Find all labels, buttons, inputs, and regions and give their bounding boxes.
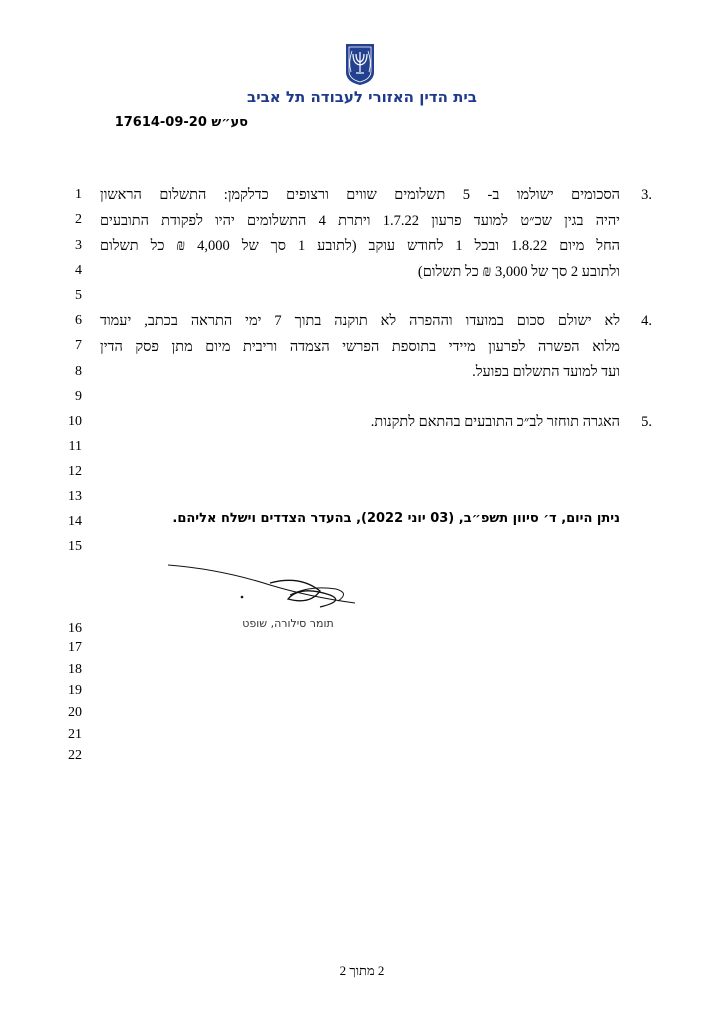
paragraph-line: האגרה תוחזר לב״כ התובעים בהתאם לתקנות. <box>370 414 620 430</box>
paragraph-line: הסכומים ישולמו ב- 5 תשלומים שווים ורצופים כדלקמן: התשלום הראשון <box>100 187 620 203</box>
line-number: 9 <box>75 389 82 404</box>
paragraph-line: מלוא הפשרה לפרעון מיידי בתוספת הפרשי הצמדה וריבית מיום מתן פסק הדין <box>100 338 620 355</box>
handwritten-signature <box>160 555 370 625</box>
line-number: 5 <box>75 288 82 303</box>
line-number: 16 <box>68 621 82 636</box>
paragraph-5 <box>100 410 652 436</box>
line-number: 4 <box>75 263 82 278</box>
line-number: 8 <box>75 364 82 379</box>
line-number: 3 <box>75 238 82 253</box>
paragraph-4 <box>100 309 652 386</box>
line-number: 20 <box>68 705 82 720</box>
paragraph-line: ולתובע 2 סך של 3,000 ₪ כל תשלום) <box>417 264 620 281</box>
paragraph-number: 3. <box>641 187 652 203</box>
line-number: 10 <box>68 414 82 429</box>
judge-name: תומר סילורה, שופט <box>242 617 334 630</box>
line-number: 2 <box>75 212 82 227</box>
case-number: סע״ש 17614-09-20 <box>114 115 248 130</box>
line-number: 21 <box>68 727 82 742</box>
line-number: 17 <box>68 640 82 655</box>
line-number: 19 <box>68 683 82 698</box>
line-number: 1 <box>75 187 82 202</box>
paragraph-line: לא ישולם סכום במועדו וההפרה לא תוקנה בתוך 7 ימי התראה בכתב, יעמוד <box>100 313 620 329</box>
paragraph-line: החל מיום 1.8.22 ובכל 1 לחודש עוקב (לתובע 1 סך של 4,000 ₪ כל תשלום <box>100 238 620 255</box>
paragraph-line: יהיה בגין שכ״ט למועד פרעון 1.7.22 ויתרת 4 התשלומים יהיו לפקודת התובעים <box>100 212 620 229</box>
line-number: 14 <box>68 514 82 529</box>
paragraph-number: 4. <box>641 313 652 329</box>
line-number: 7 <box>75 338 82 353</box>
line-number: 15 <box>68 539 82 554</box>
page-footer: 2 מתוך 2 <box>339 963 385 978</box>
line-number: 11 <box>68 439 82 454</box>
line-number: 13 <box>68 489 82 504</box>
line-number: 6 <box>75 313 82 328</box>
line-number: 18 <box>68 662 82 677</box>
paragraph-line: ועד למועד התשלום בפועל. <box>472 364 620 381</box>
court-name: בית הדין האזורי לעבודה תל אביב <box>247 88 477 106</box>
line-number: 22 <box>68 748 82 763</box>
paragraph-number: 5. <box>641 414 652 430</box>
line-number: 12 <box>68 464 82 479</box>
paragraph-3 <box>100 183 652 286</box>
given-today-statement: ניתן היום, ד׳ סיוון תשפ״ב, (03 יוני 2022), בהעדר הצדדים וישלח אליהם. <box>172 511 620 526</box>
state-emblem-icon <box>344 42 376 86</box>
